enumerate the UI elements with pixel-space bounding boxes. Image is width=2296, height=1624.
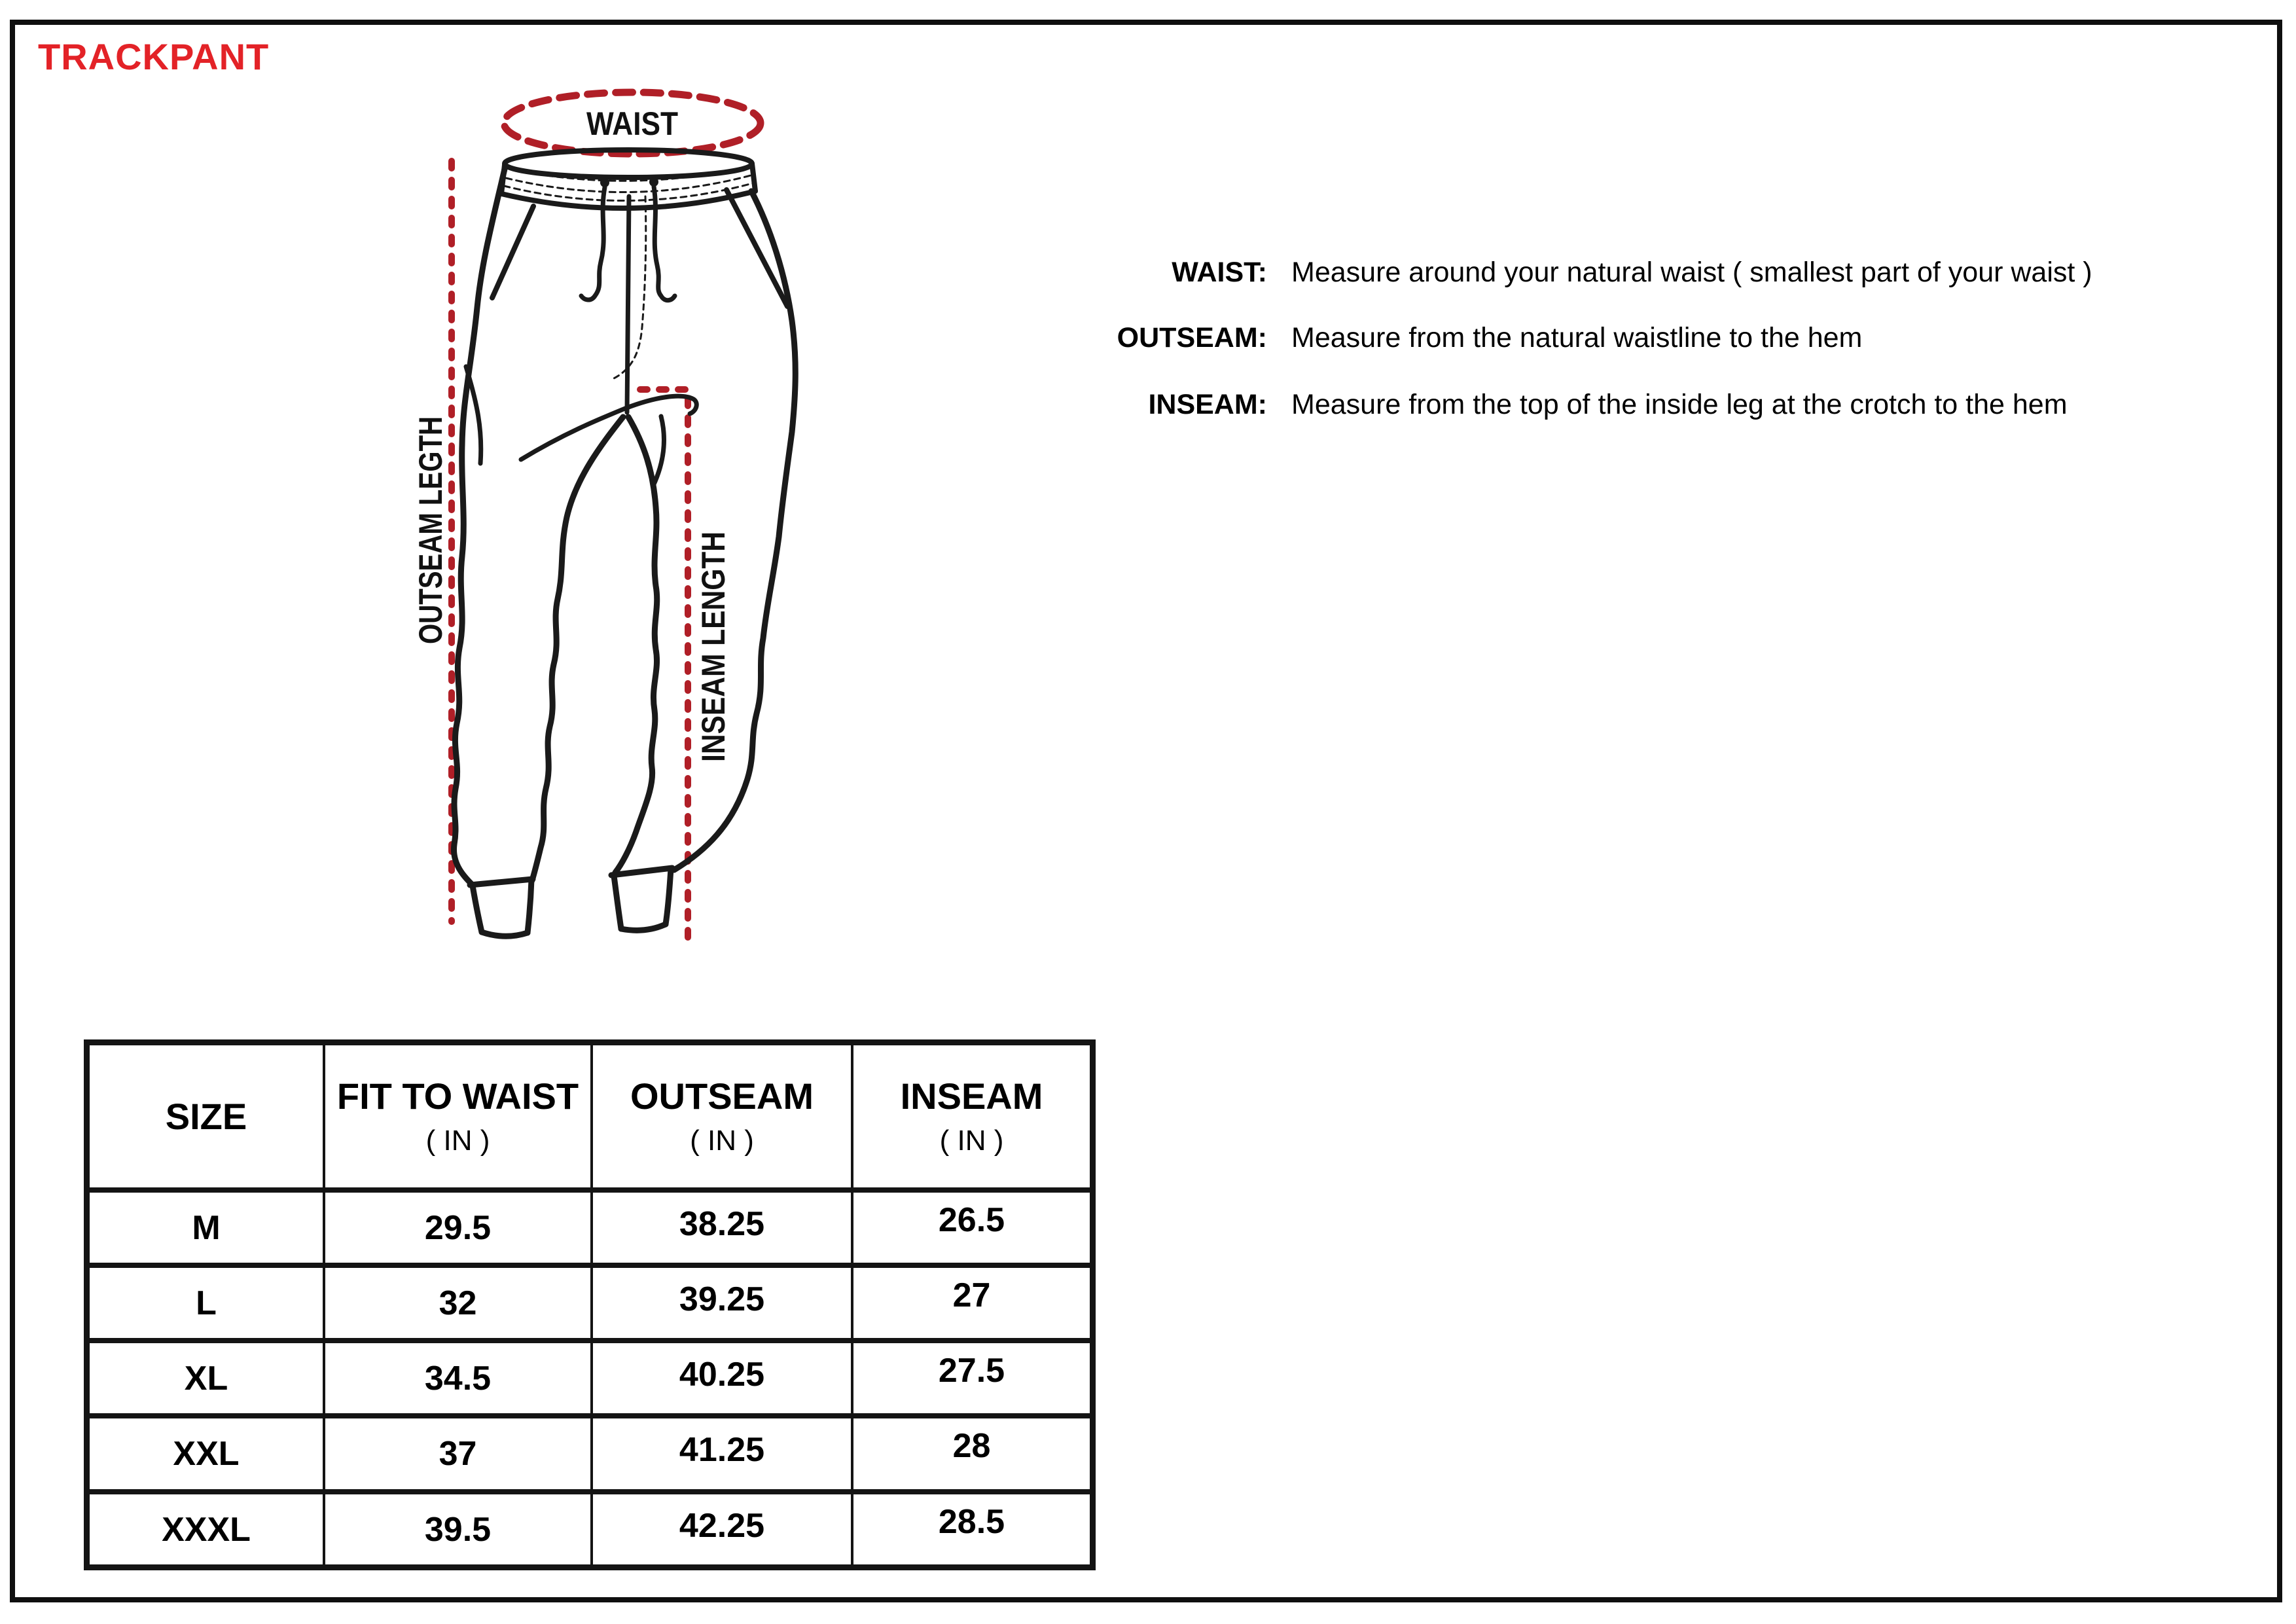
inseam-value: 27 [952,1276,991,1314]
definition-term: INSEAM: [1148,389,1267,420]
outseam-cell [593,1193,853,1268]
outseam-value: 39.25 [679,1280,765,1318]
size-value: XXL [173,1435,240,1473]
hip-crease-left [466,367,481,463]
size-value: XXXL [162,1510,251,1549]
column-header-label: SIZE [165,1095,247,1137]
fit-to-waist-cell [325,1193,593,1268]
header-cell-inseam [853,1045,1090,1193]
definition-row [975,321,1862,355]
definition-term: OUTSEAM: [1117,322,1267,353]
outer-seam-left [454,166,505,884]
fit-to-waist-value: 39.5 [424,1510,492,1549]
size-cell [90,1418,325,1494]
inseam-cell [853,1193,1090,1268]
cuff-left-bottom [482,932,528,936]
column-header-unit: ( IN ) [425,1124,490,1157]
definition-text: Measure from the natural waistline to the hem [1291,322,1863,353]
size-value: L [196,1284,217,1322]
outseam-value: 41.25 [679,1431,765,1469]
header-cell-outseam [593,1045,853,1193]
fit-to-waist-cell [325,1343,593,1418]
drawstring-left [581,187,605,300]
definition-text: Measure from the top of the inside leg at the crotch to the hem [1291,389,2068,420]
outseam-diagram-label: OUTSEAM LEGTH [412,360,449,644]
inner-seam-left [532,417,623,880]
pant-outline [454,150,795,936]
definition-row [975,255,2092,289]
fit-to-waist-cell [325,1418,593,1494]
outseam-value: 40.25 [679,1355,765,1394]
size-cell [90,1193,325,1268]
trackpant-diagram [406,79,851,969]
inseam-value: 27.5 [938,1351,1005,1390]
inseam-value: 26.5 [938,1200,1005,1239]
inseam-dash-line [640,389,688,944]
size-table [84,1039,1096,1570]
outseam-cell [593,1494,853,1564]
definition-text: Measure around your natural waist ( smallest part of your waist ) [1291,257,2092,288]
definition-term: WAIST: [1172,257,1267,288]
size-cell [90,1268,325,1343]
size-cell [90,1343,325,1418]
thigh-crease-right [653,416,664,486]
inseam-value: 28 [952,1427,991,1465]
inseam-diagram-label: INSEAM LENGTH [695,491,732,762]
inseam-cell [853,1268,1090,1343]
outseam-cell [593,1418,853,1494]
inseam-cell [853,1343,1090,1418]
column-header-label: INSEAM [900,1075,1043,1117]
outseam-value: 42.25 [679,1506,765,1545]
size-value: XL [184,1359,228,1398]
inseam-cell [853,1494,1090,1564]
column-header-unit: ( IN ) [939,1124,1004,1157]
outseam-cell [593,1268,853,1343]
column-header-label: OUTSEAM [630,1075,814,1117]
pocket-left [492,206,533,298]
outer-seam-right [674,191,795,870]
page-title: TRACKPANT [38,36,270,77]
size-value: M [192,1208,221,1247]
waist-diagram-label: WAIST [586,105,678,142]
fit-to-waist-value: 32 [439,1284,477,1322]
cuff-right-bottom [621,924,666,930]
fly-line [627,196,629,412]
definition-row [975,388,2068,422]
column-header-unit: ( IN ) [690,1124,754,1157]
inner-seam-right [615,417,657,873]
fit-to-waist-value: 37 [439,1435,477,1473]
fit-to-waist-value: 29.5 [424,1208,492,1247]
fit-to-waist-cell [325,1494,593,1564]
column-header-label: FIT TO WAIST [336,1075,579,1117]
header-cell-fit-to-waist [325,1045,593,1193]
crotch-crease [521,396,696,460]
fit-to-waist-cell [325,1268,593,1343]
measurement-annotations [452,92,761,944]
inseam-cell [853,1418,1090,1494]
fit-to-waist-value: 34.5 [424,1359,492,1398]
outseam-value: 38.25 [679,1204,765,1243]
cuff-left-top [470,879,533,885]
outseam-cell [593,1343,853,1418]
header-cell-size [90,1045,325,1193]
size-cell [90,1494,325,1564]
inseam-value: 28.5 [938,1502,1005,1541]
